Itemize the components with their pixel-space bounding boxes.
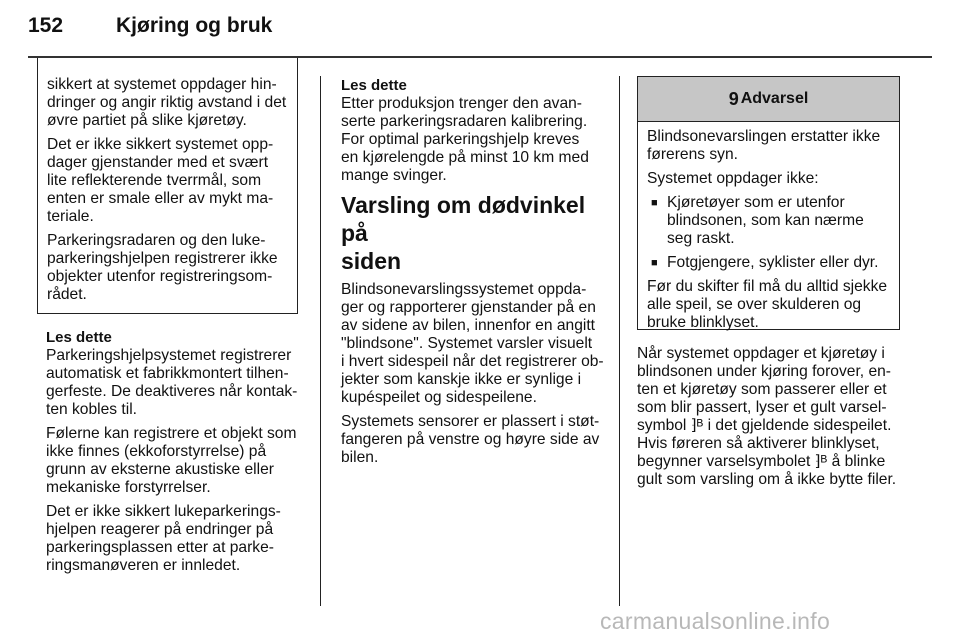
note1-paragraph-1: Parkeringshjelpsystemet registrerer automatisk et fabrikkmontert tilhen- gerfeste. De deaktiveres når kontak- ten kobles til.	[46, 347, 298, 418]
box-paragraph-2: Det er ikke sikkert systemet opp- dager gjenstander med et svært lite reflekterende tverrmål, som enten er smale eller av mykt ma- teriale.	[47, 136, 274, 225]
note-section-1	[46, 329, 314, 581]
section-paragraph-2: Systemets sensorer er plassert i støt- fangeren på venstre og høyre side av bilen.	[341, 413, 600, 466]
column-divider-2	[619, 76, 620, 606]
column-2	[341, 77, 613, 473]
warning-triangle-icon: 9	[728, 89, 739, 109]
note2-text: Etter produksjon trenger den avan- serte parkeringsradaren kalibrering. For optimal parkeringshjelp kreves en kjørelengde på minst 10 km med mange svinger.	[341, 95, 589, 184]
warning-paragraph-1: Blindsonevarslingen erstatter ikke førerens syn.	[647, 128, 881, 163]
warning-bullet-1: ■ Kjøretøyer som er utenfor blindsonen, som kan nærme seg raskt.	[651, 194, 864, 247]
note-box-continued	[37, 58, 298, 314]
warning-title: Advarsel	[740, 90, 809, 107]
box-paragraph-1: sikkert at systemet oppdager hin- dringer og angir riktig avstand i det øvre partiet på slike kjøretøy.	[47, 76, 287, 129]
note-title-1: Les dette	[46, 329, 112, 346]
bullet-square-icon: ■	[651, 257, 658, 269]
warning-header	[638, 77, 899, 122]
section-paragraph-1: Blindsonevarslingssystemet oppda- ger og rapporterer gjenstander på en av sidene av bilen, innenfor en angitt "blindsone". Systemet varsler visuelt i hvert sidespeil når det registrerer ob- jekter som kanskje ikke er synlige i kupéspeilet og sidespeilene.	[341, 281, 604, 406]
column-3-paragraph: Når systemet oppdager et kjøretøy i blindsonen under kjøring forover, en- ten et kjøretøy som passerer eller et som blir passert, lyser et gult varsel- symbol ⁆ᴮ i det gjeldende sidespeilet. Hvis føreren så aktiverer blinklyset, begynner varselsymbolet ⁆ᴮ å blinke gult som varsling om å ikke bytte filer.	[637, 345, 897, 488]
page-title: Kjøring og bruk	[116, 14, 273, 37]
page-header	[28, 14, 272, 38]
warning-paragraph-3: Før du skifter fil må du alltid sjekke alle speil, se over skulderen og bruke blinklyset.	[647, 278, 888, 331]
warning-paragraph-2: Systemet oppdager ikke:	[647, 170, 819, 187]
bullet-square-icon: ■	[651, 197, 658, 209]
warning-bullet-2: ■ Fotgjengere, syklister eller dyr.	[651, 254, 879, 271]
note1-paragraph-2: Følerne kan registrere et objekt som ikke finnes (ekkoforstyrrelse) på grunn av eksterne akustiske eller mekaniske forstyrrelser.	[46, 425, 297, 496]
page-number: 152	[28, 14, 64, 37]
column-divider-1	[320, 76, 321, 606]
note-title-2: Les dette	[341, 77, 407, 94]
box-paragraph-3: Parkeringsradaren og den luke- parkeringshjelpen registrerer ikke objekter utenfor registreringsom- rådet.	[47, 232, 278, 303]
watermark: carmanualsonline.info	[600, 608, 831, 634]
section-heading: Varsling om dødvinkel på siden	[341, 192, 586, 274]
note1-paragraph-3: Det er ikke sikkert lukeparkerings- hjelpen reagerer på endringer på parkeringsplassen etter at parke- ringsmanøveren er innledet.	[46, 503, 281, 574]
warning-box	[637, 76, 900, 330]
